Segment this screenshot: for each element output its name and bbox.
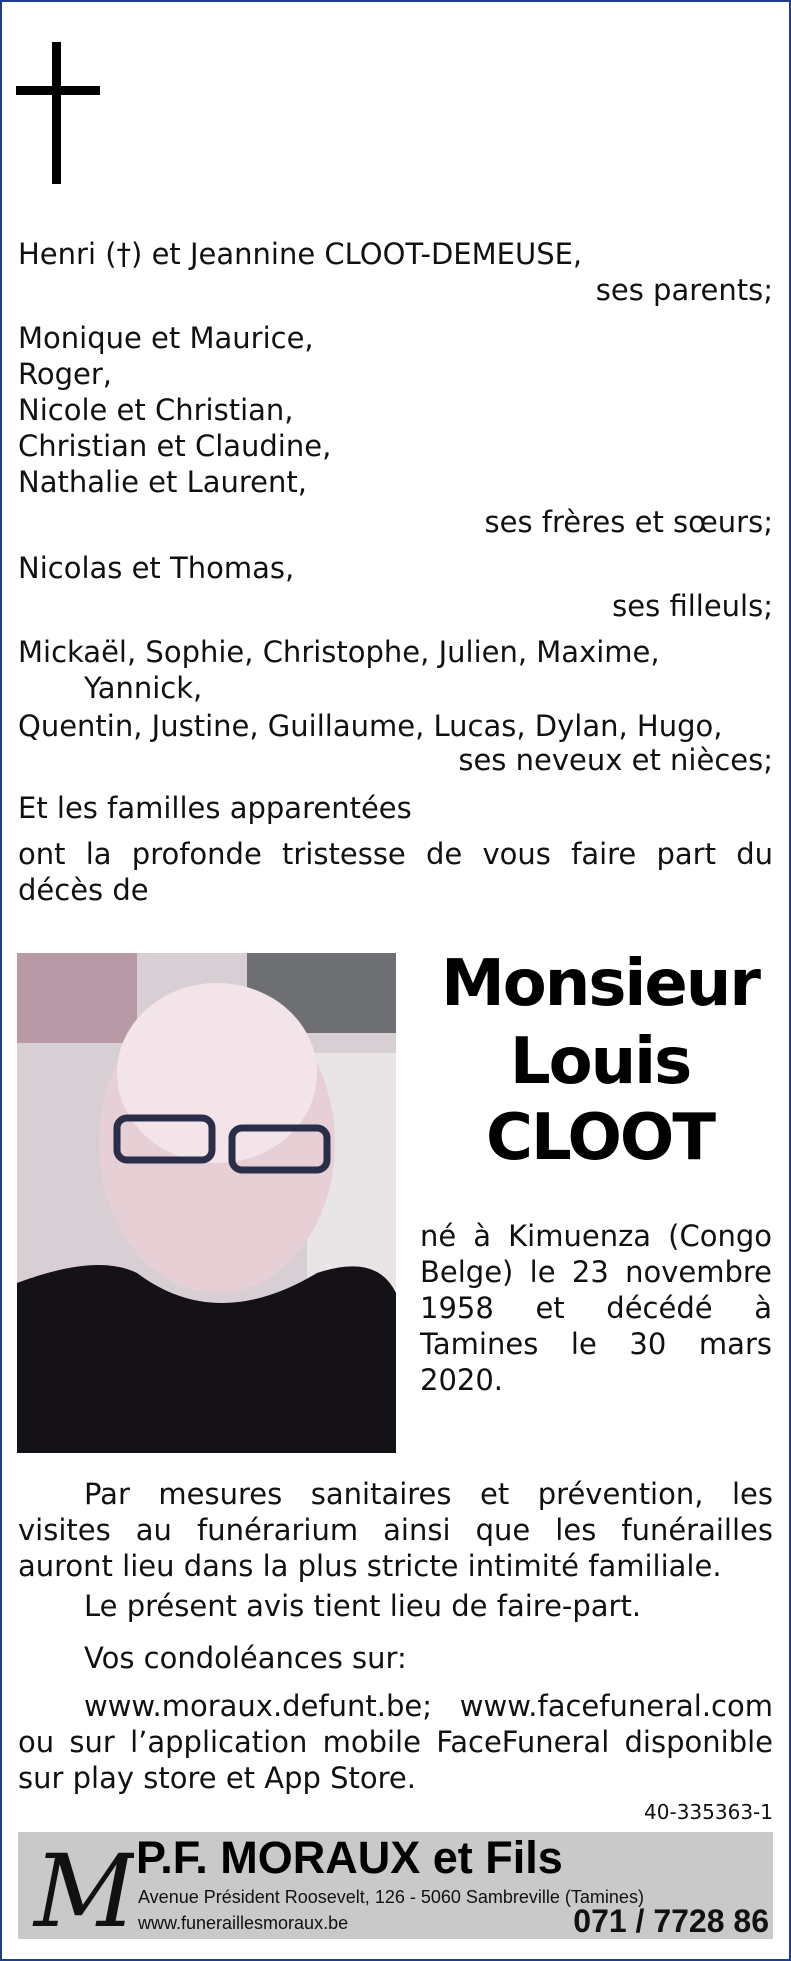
nephews-line: Mickaël, Sophie, Christophe, Julien, Maxime, [18,635,660,669]
deceased-first-name: Louis [509,1025,691,1099]
deceased-photo [17,953,396,1453]
nephews-line: Quentin, Justine, Guillaume, Lucas, Dylan, Hugo, [18,709,723,743]
nephews-line: Yannick, [84,671,203,705]
deceased-last-name: CLOOT [486,1101,714,1175]
godchildren-role: ses filleuls; [612,589,773,623]
announce-text: ont la profonde tristesse de vous faire part du décès de [18,837,773,907]
parents-role: ses parents; [595,273,773,307]
sibling-line: Nicole et Christian, [18,393,294,427]
reference-number: 40-335363-1 [644,1800,773,1824]
sibling-line: Roger, [18,357,112,391]
siblings-role: ses frères et sœurs; [484,505,773,539]
deceased-title: Monsieur [441,947,759,1021]
parents-line: Henri (†) et Jeannine CLOOT-DEMEUSE, [18,237,583,271]
funeral-home-address: Avenue Président Roosevelt, 126 - 5060 Sambreville (Tamines) [138,1887,644,1907]
funeral-home-phone: 071 / 7728 86 [573,1903,769,1939]
nephews-role: ses neveux et nièces; [458,743,773,777]
paragraph-notice: Le présent avis tient lieu de faire-part. [84,1589,642,1623]
paragraph-condolences: Vos condoléances sur: [84,1641,407,1675]
paragraph-websites: www.moraux.defunt.be; www.facefuneral.com ou sur l’application mobile FaceFuneral disponible sur play store et App Store. [18,1689,773,1795]
funeral-home-name: P.F. MORAUX et Fils [136,1832,563,1883]
families-line: Et les familles apparentées [18,791,412,825]
svg-text:M: M [34,1834,134,1938]
funeral-home-banner [18,1832,773,1939]
funeral-home-website[interactable]: www.funeraillesmoraux.be [138,1913,349,1933]
cross-icon [16,42,100,184]
sibling-line: Nathalie et Laurent, [18,465,307,499]
birth-death-text: né à Kimuenza (Congo Belge) le 23 novembre 1958 et décédé à Tamines le 30 mars 2020. [420,1219,772,1397]
godchildren-line: Nicolas et Thomas, [18,551,295,585]
moraux-logo [24,1834,134,1938]
sibling-line: Christian et Claudine, [18,429,332,463]
sibling-line: Monique et Maurice, [18,321,314,355]
paragraph-measures: Par mesures sanitaires et prévention, les visites au funérarium ainsi que les funérailles auront lieu dans la plus stricte intimité familiale. [18,1477,773,1583]
